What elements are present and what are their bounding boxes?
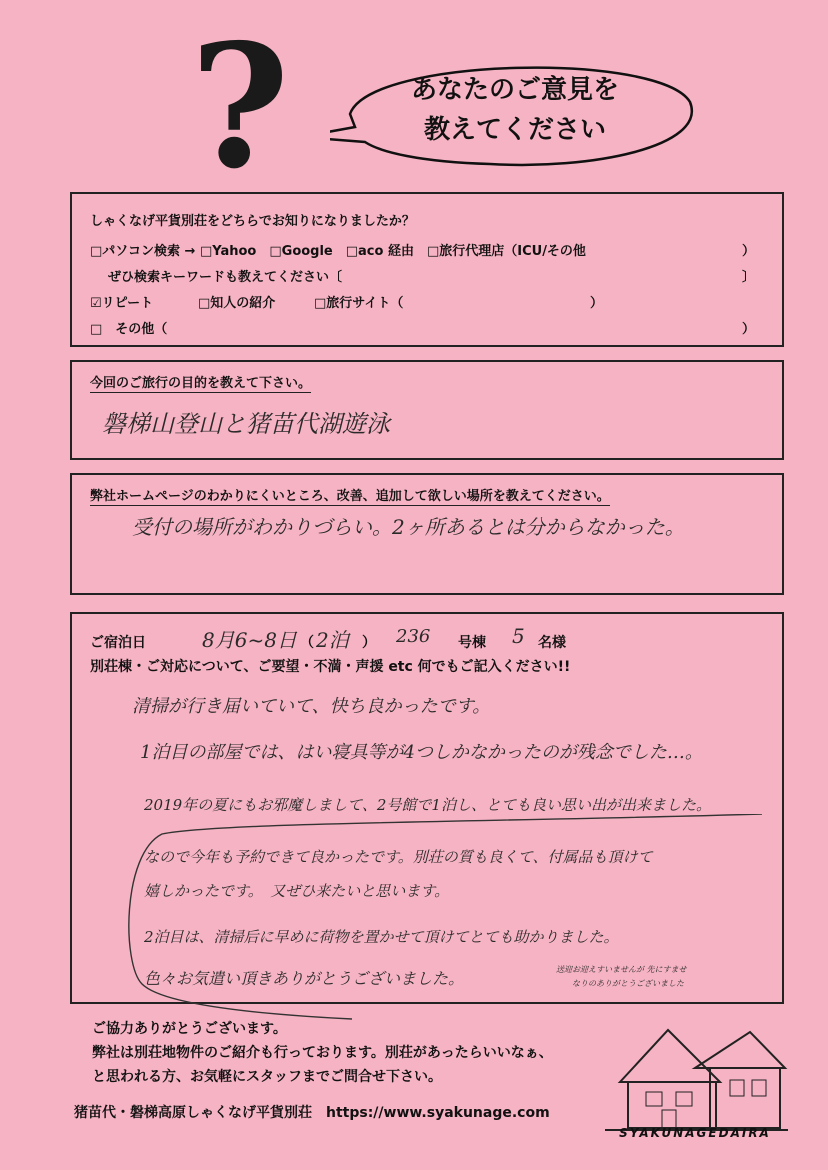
source-row-search: □パソコン検索 → □Yahoo □Google □aco 経由 □旅行代理店（ICU/その他 [90,244,586,259]
room-number: 236 [396,626,431,647]
guest-count: 5 [512,624,525,648]
stay-nights: 2泊 [316,628,349,652]
option-repeat: ☑リピート [90,296,154,311]
purpose-section [70,360,784,460]
stay-date: 8月6~8日 [202,628,297,652]
stay-label: ご宿泊日 [90,635,146,651]
option-travel-site: □旅行サイト（ [314,296,404,311]
bubble-line-2: 教えてください [423,115,606,145]
room-label: 号棟 [458,635,486,651]
option-other-close: ） [742,322,756,337]
nights-open: （ [300,635,314,651]
option-friend: □知人の紹介 [198,296,276,311]
comments-prompt: 別荘棟・ご対応について、ご要望・不満・声援 etc 何でもご記入ください!! [90,659,571,675]
bubble-title [350,70,680,150]
comment-line-5: 嬉しかったです。 又ぜひ来たいと思います。 [144,882,450,900]
thanks-text: ご協力ありがとうございます。 [92,1021,287,1037]
source-section [70,192,784,347]
comment-line-1: 清掃が行き届いていて、快ち良かったです。 [132,696,491,717]
side-note-1: 送迎お迎えすいませんが 先にすませ [556,965,687,974]
brand-logo: SYAKUNAGEDAIRA [619,1126,771,1140]
comment-line-4: なので今年も予約できて良かったです。別荘の質も良くて、付属品も頂けて [144,848,653,866]
footer-line-3: と思われる方、お気軽にスタッフまでご問合せ下さい。 [92,1069,442,1085]
homepage-answer: 受付の場所がわかりづらい。2ヶ所あるとは分からなかった。 [132,515,685,539]
comment-line-2: 1泊目の部屋では、はい寝具等が4つしかなかったのが残念でした…。 [140,742,703,763]
comment-line-7: 色々お気遣い頂きありがとうございました。 [144,969,465,988]
comment-line-6: 2泊目は、清掃后に早めに荷物を置かせて頂けてとても助かりました。 [144,928,619,946]
bubble-line-1: あなたのご意見を [410,75,619,105]
homepage-feedback-section [70,473,784,595]
nights-close: ） [362,635,376,651]
footer-line-2: 弊社は別荘地物件のご紹介も行っております。別荘があったらいいなぁ、 [92,1045,553,1061]
comment-line-3: 2019年の夏にもお邪魔しまして、2号館で1泊し、とても良い思い出が出来ました。 [144,796,711,814]
side-note-2: なりのありがとうございました [572,979,684,988]
company-url-line: 猪苗代・磐梯高原しゃくなげ平貨別荘 https://www.syakunage.com [74,1105,550,1121]
homepage-question: 弊社ホームページのわかりにくいところ、改善、追加して欲しい場所を教えてください。 [90,485,610,506]
keyword-prompt-close: 〕 [742,270,756,285]
source-question: しゃくなげ平貨別荘をどちらでお知りになりましたか？ [90,214,415,229]
hand-drawn-bracket [102,814,792,1034]
guest-label: 名様 [538,635,566,651]
question-mark-graphic: ? [190,7,290,207]
source-row-search-close: ） [742,244,756,259]
keyword-prompt: ぜひ検索キーワードも教えてください〔 [108,270,343,285]
purpose-question: 今回のご旅行の目的を教えて下さい。 [90,372,311,393]
stay-feedback-section [70,612,784,1004]
purpose-answer: 磐梯山登山と猪苗代湖遊泳 [102,410,390,438]
option-other: □ その他（ [90,322,168,337]
option-travel-site-close: ） [590,296,604,311]
